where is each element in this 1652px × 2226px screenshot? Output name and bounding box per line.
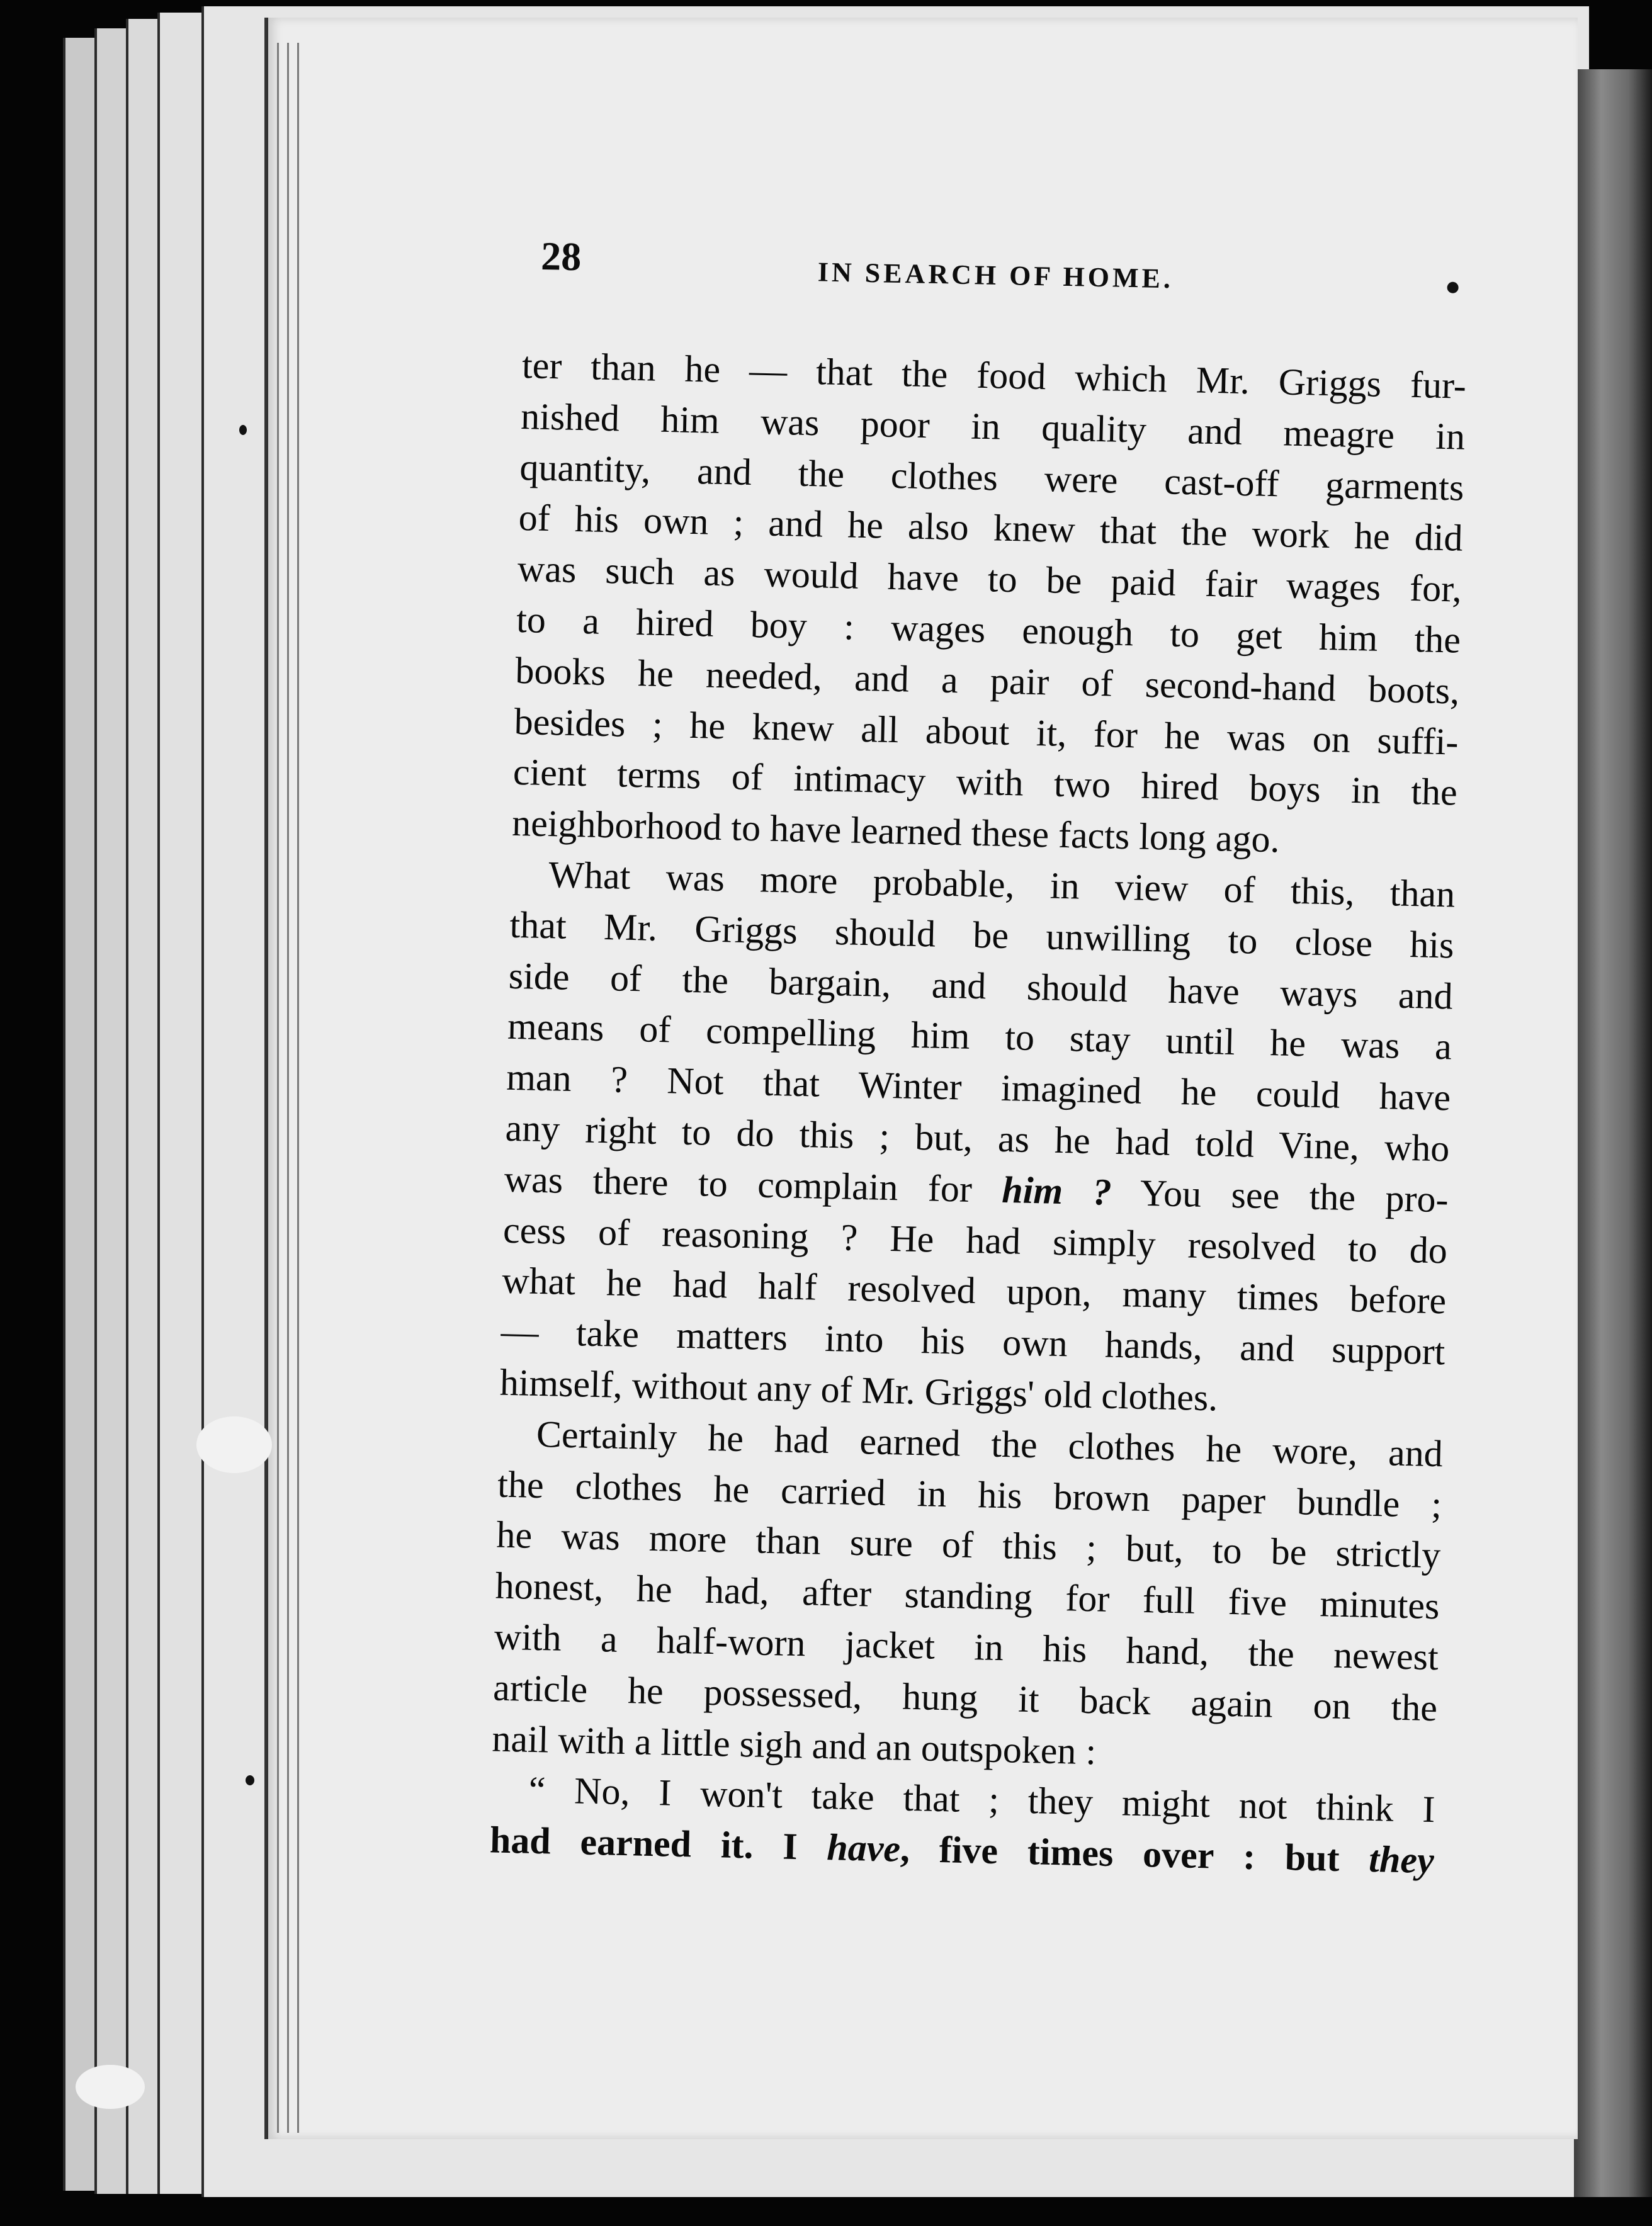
text-line: any right to do this ; but, as he had told Vine, who: [504, 1107, 1451, 1170]
text-line: the clothes he carried in his brown paper bundle ;: [497, 1463, 1442, 1525]
text-line: neighborhood to have learned these facts long ago.: [511, 801, 1281, 861]
text-line: quantity, and the clothes were cast-off garments: [519, 446, 1464, 509]
text-line: nished him was poor in quality and meagre in: [520, 395, 1466, 458]
text-line: cess of reasoning ? He had simply resolved to do: [502, 1209, 1448, 1271]
body-text: [489, 340, 1467, 1886]
running-head: IN SEARCH OF HOME.: [817, 256, 1174, 295]
text-line: man ? Not that Winter imagined he could have: [506, 1056, 1451, 1119]
scan-blemish: [76, 2065, 145, 2109]
text-line: to a hired boy : wages enough to get him the: [516, 598, 1461, 661]
text-line: of his own ; and he also knew that the work he did: [518, 497, 1464, 560]
scan-blemish: [196, 1416, 272, 1473]
page-edge-rule: [287, 43, 289, 2133]
text-line: Certainly he had earned the clothes he wore, and: [536, 1413, 1444, 1475]
emphasized-text: him ?: [1001, 1168, 1112, 1213]
text-line: himself, without any of Mr. Griggs' old clothes.: [499, 1361, 1219, 1419]
page-gutter-shadow: [1574, 69, 1652, 2197]
text-line: with a half-worn jacket in his hand, the newest: [494, 1615, 1439, 1678]
text-run: , five times over : but: [900, 1828, 1370, 1880]
emphasized-text: they: [1368, 1838, 1435, 1882]
scan-speck: [239, 425, 247, 435]
text-line: “ No, I won't take that ; they might not think I: [528, 1769, 1436, 1831]
text-line: What was more probable, in view of this, than: [548, 854, 1456, 915]
text-line: besides ; he knew all about it, for he was on suffi-: [514, 700, 1459, 763]
scan-speck: [246, 1775, 254, 1785]
text-line: what he had half resolved upon, many times before: [501, 1259, 1447, 1322]
text-line: — take matters into his own hands, and support: [500, 1310, 1446, 1373]
text-line: nail with a little sigh and an outspoken :: [491, 1717, 1097, 1772]
text-line: article he possessed, hung it back again on the: [492, 1666, 1438, 1729]
text-line: cient terms of intimacy with two hired boys in the: [512, 751, 1458, 813]
text-line: means of compelling him to stay until he was a: [507, 1005, 1452, 1068]
page-edge-rule: [297, 43, 299, 2133]
text-run: was there to complain for: [504, 1158, 1003, 1211]
page-edge-rule: [277, 43, 279, 2133]
text-run: had earned it. I: [489, 1819, 828, 1868]
text-line: that Mr. Griggs should be unwilling to close his: [509, 903, 1455, 966]
text-line: was such as would have to be paid fair wages for,: [517, 548, 1462, 610]
page-number: 28: [540, 233, 582, 280]
text-line: he was more than sure of this ; but, to be strictly: [495, 1513, 1441, 1576]
text-line: side of the bargain, and should have ways and: [508, 954, 1454, 1017]
text-line: books he needed, and a pair of second-hand boots,: [514, 649, 1460, 712]
emphasized-text: have: [826, 1826, 901, 1870]
text-line: honest, he had, after standing for full five minutes: [495, 1564, 1440, 1627]
header-ornament: [1447, 282, 1458, 293]
text-run: You see the pro-: [1111, 1171, 1449, 1221]
text-line: ter than he — that the food which Mr. Griggs fur-: [521, 344, 1467, 407]
